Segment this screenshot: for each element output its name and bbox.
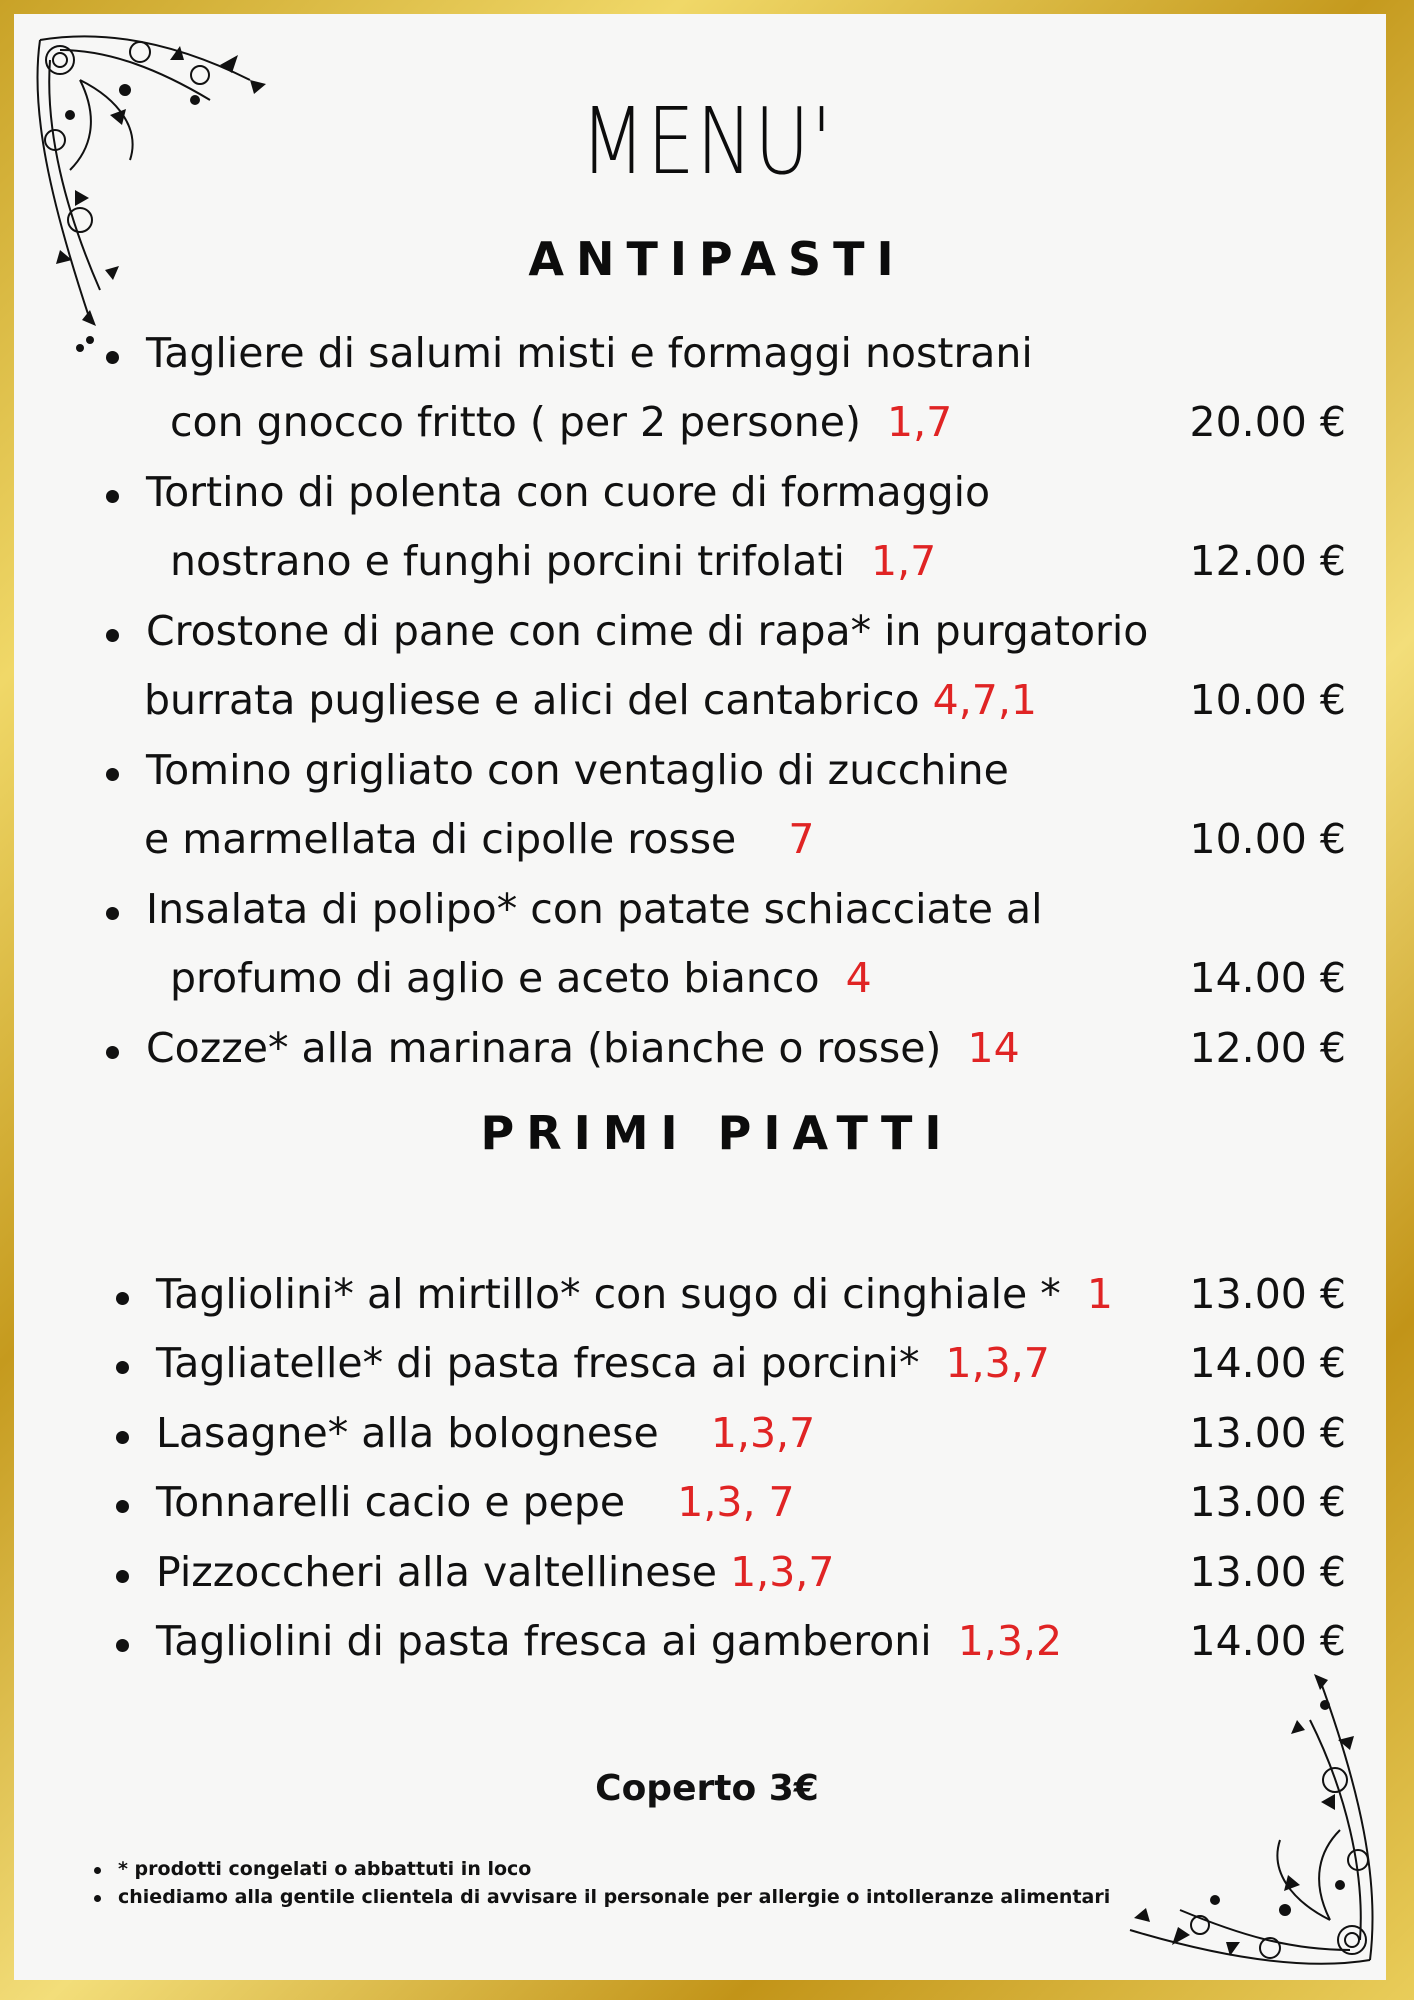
- allergen-codes: 1,7: [887, 398, 953, 446]
- bullet-icon: [106, 907, 119, 920]
- allergen-codes: 1,3,7: [710, 1409, 816, 1457]
- dish-price: 13.00 €: [1189, 1548, 1346, 1596]
- list-item-continuation: [0, 394, 1414, 454]
- page-title: MENU': [580, 88, 834, 195]
- dish-description: e marmellata di cipolle rosse: [144, 815, 737, 863]
- dish-price: 20.00 €: [1189, 398, 1346, 446]
- list-item-continuation: [0, 533, 1414, 593]
- dish-price: 13.00 €: [1189, 1478, 1346, 1526]
- dish-name: Tortino di polenta con cuore di formaggio: [146, 468, 991, 516]
- bullet-icon: [116, 1431, 129, 1444]
- dish-price: 13.00 €: [1189, 1409, 1346, 1457]
- footnote-text: * prodotti congelati o abbattuti in loco: [118, 1858, 532, 1880]
- dish-price: 12.00 €: [1189, 537, 1346, 585]
- cover-charge: Coperto 3€: [595, 1768, 819, 1809]
- bullet-icon: [106, 629, 119, 642]
- allergen-codes: 1,3, 7: [677, 1478, 795, 1526]
- bullet-icon: [116, 1292, 129, 1305]
- allergen-codes: 14: [967, 1024, 1020, 1072]
- footnote-text: chiediamo alla gentile clientela di avvisare il personale per allergie o intolleranze alimentari: [118, 1886, 1111, 1908]
- dish-name: Tomino grigliato con ventaglio di zucchine: [146, 746, 1009, 794]
- section-heading-primi-piatti: PRIMI PIATTI: [480, 1106, 954, 1160]
- dish-price: 10.00 €: [1189, 815, 1346, 863]
- dish-description: burrata pugliese e alici del cantabrico: [144, 676, 920, 724]
- dish-price: 14.00 €: [1189, 1617, 1346, 1665]
- dish-name: Crostone di pane con cime di rapa* in purgatorio: [146, 607, 1149, 655]
- allergen-codes: 1,3,7: [945, 1339, 1050, 1387]
- list-item-continuation: [0, 672, 1414, 732]
- bullet-icon: [106, 351, 119, 364]
- dish-name: Tagliatelle* di pasta fresca ai porcini*: [156, 1339, 920, 1387]
- bullet-icon: [94, 1867, 101, 1874]
- bullet-icon: [116, 1570, 129, 1583]
- allergen-codes: 1,3,7: [730, 1548, 835, 1596]
- allergen-codes: 1: [1086, 1270, 1113, 1318]
- list-item: [0, 1020, 1414, 1080]
- dish-price: 14.00 €: [1189, 1339, 1346, 1387]
- list-item: [0, 1544, 1414, 1604]
- list-item: [0, 1474, 1414, 1534]
- dish-price: 10.00 €: [1189, 676, 1346, 724]
- bullet-icon: [106, 1046, 119, 1059]
- dish-name: Lasagne* alla bolognese: [156, 1409, 659, 1457]
- list-item-continuation: [0, 950, 1414, 1010]
- list-item: [0, 1266, 1414, 1326]
- dish-name: Cozze* alla marinara (bianche o rosse): [146, 1024, 942, 1072]
- dish-description: con gnocco fritto ( per 2 persone): [170, 398, 861, 446]
- dish-name: Tonnarelli cacio e pepe: [156, 1478, 626, 1526]
- section-heading-antipasti: ANTIPASTI: [528, 232, 906, 286]
- allergen-codes: 7: [788, 815, 815, 863]
- allergen-codes: 1,3,2: [957, 1617, 1063, 1665]
- list-item: [0, 881, 1414, 941]
- allergen-codes: 4,7,1: [932, 676, 1037, 724]
- dish-name: Tagliolini di pasta fresca ai gamberoni: [156, 1617, 932, 1665]
- footnote-frozen: [118, 1858, 531, 1880]
- list-item: [0, 1405, 1414, 1465]
- dish-price: 12.00 €: [1189, 1024, 1346, 1072]
- floral-corner-bottom-right-icon: [1090, 1660, 1390, 1980]
- dish-price: 13.00 €: [1189, 1270, 1346, 1318]
- list-item: [0, 464, 1414, 524]
- dish-price: 14.00 €: [1189, 954, 1346, 1002]
- allergen-codes: 1,7: [871, 537, 937, 585]
- list-item: [0, 1613, 1414, 1673]
- bullet-icon: [106, 768, 119, 781]
- dish-name: Pizzoccheri alla valtellinese: [156, 1548, 718, 1596]
- dish-name: Tagliolini* al mirtillo* con sugo di cinghiale *: [156, 1270, 1061, 1318]
- bullet-icon: [116, 1361, 129, 1374]
- dish-name: Tagliere di salumi misti e formaggi nostrani: [146, 329, 1033, 377]
- list-item: [0, 325, 1414, 385]
- bullet-icon: [116, 1639, 129, 1652]
- list-item: [0, 1335, 1414, 1395]
- dish-name: Insalata di polipo* con patate schiacciate al: [146, 885, 1043, 933]
- list-item-continuation: [0, 811, 1414, 871]
- footnote-allergies: [118, 1886, 1110, 1908]
- bullet-icon: [116, 1500, 129, 1513]
- list-item: [0, 742, 1414, 802]
- dish-description: profumo di aglio e aceto bianco: [170, 954, 820, 1002]
- bullet-icon: [94, 1895, 101, 1902]
- dish-description: nostrano e funghi porcini trifolati: [170, 537, 845, 585]
- list-item: [0, 603, 1414, 663]
- bullet-icon: [106, 490, 119, 503]
- allergen-codes: 4: [845, 954, 872, 1002]
